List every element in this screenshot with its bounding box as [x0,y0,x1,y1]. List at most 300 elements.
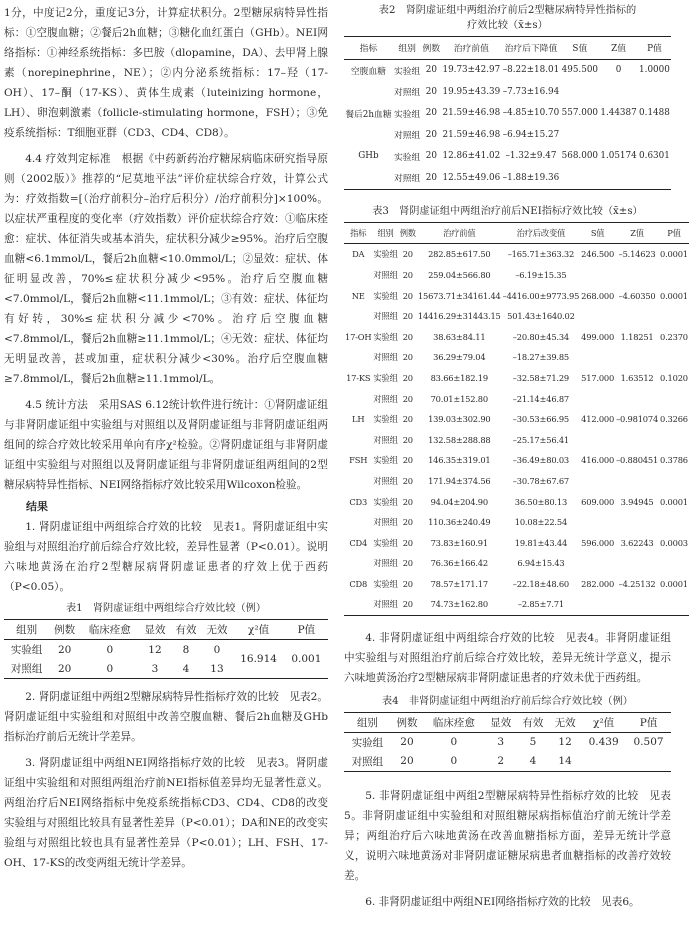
table-cell: 20 [425,86,437,97]
table-cell: 1.44387 [600,108,637,119]
table-cell [615,388,659,409]
table-cell: CD3 [349,496,368,507]
table-cell: –32.58±71.29 [512,372,570,383]
table-cell: –7.73±16.94 [502,86,560,97]
table-cell: 0 [106,643,114,656]
table-cell: 对照组 [351,755,384,768]
table-2-body [344,59,671,189]
table-row [344,103,671,125]
table-4-header-row [344,712,671,732]
table-cell: NE [351,290,365,301]
table-cell: 568.000 [561,151,599,162]
table-cell: 实验组 [373,249,398,260]
table-cell: 19.95±43.39 [442,86,501,97]
table-cell [580,265,615,286]
table-cell: –4.25132 [618,578,656,589]
table-cell: 3 [151,662,159,675]
table-cell: 对照组 [373,393,398,404]
table-cell: 609.000 [581,496,615,507]
table-1-header: 显效 [144,624,166,636]
table-cell: 73.83±160.91 [430,537,488,548]
table-cell [344,124,393,146]
left-column [4,0,328,873]
table-cell: 3 [497,736,505,749]
table-cell: 5 [529,736,537,749]
table-cell: 20 [402,578,413,589]
table-cell [659,594,689,615]
table-cell: 20 [402,414,413,425]
table-cell: 空腹血糖 [350,66,387,77]
table-row [344,81,671,103]
table-cell: 20 [402,455,413,466]
table-cell [580,388,615,409]
table-cell: CD8 [349,578,368,589]
table-cell [599,81,638,103]
table-2-caption-line-2: 疗效比较（x̄±s） [467,20,548,31]
table-cell: 21.59±46.98 [442,108,501,119]
table-cell: 12 [558,736,572,749]
table-cell: 36.50±80.13 [514,496,568,507]
table-3-body [344,244,689,616]
table-3-header: S值 [590,227,605,238]
table-cell: 21.59±46.98 [442,129,501,140]
table-3-header: 组别 [377,227,394,238]
table-cell: 4 [529,755,537,768]
table-cell: –4416.00±9773.95 [502,290,580,301]
table-cell: 94.04±204.90 [430,496,488,507]
table-cell: 对照组 [373,599,398,610]
table-row [344,388,689,409]
table-cell: 20 [402,249,413,260]
table-cell: 20 [425,172,437,183]
table-cell: 0.0001 [660,290,688,301]
table-row [4,640,328,660]
table-cell [659,429,689,450]
table-cell: CD4 [349,537,368,548]
table-cell: 实验组 [373,331,398,342]
table-row [344,124,671,146]
table-cell: 495.500 [561,65,599,76]
table-1-p-value: 0.001 [285,640,328,679]
table-cell: 对照组 [393,88,421,99]
table-cell: 1.05174 [600,151,637,162]
table-cell: 19.73±42.97 [442,65,501,76]
table-cell: 实验组 [373,537,398,548]
table-row [344,265,689,286]
table-row [344,752,671,772]
table-cell [638,124,671,146]
table-cell: 6.94±15.43 [517,558,565,569]
table-cell: 对照组 [393,174,421,185]
table-row [344,574,689,595]
table-cell: 20 [402,558,413,569]
table-cell: 20 [402,599,413,610]
table-2-header: S值 [572,44,588,55]
table-4-header: 例数 [396,716,418,729]
table-cell: 0.0001 [660,578,688,589]
table-cell: 0.3266 [660,414,688,425]
table-row [344,450,689,471]
table-cell: 132.58±288.88 [428,434,491,445]
table-cell: 246.500 [581,249,615,260]
table-cell: 171.94±374.56 [428,475,491,486]
table-cell: 412.000 [581,414,615,425]
table-cell: –165.71±363.32 [507,249,575,260]
table-cell: –18.27±39.85 [512,352,570,363]
table-cell: 20 [57,643,72,656]
table-cell: 17-KS [346,372,371,383]
table-cell: 实验组 [373,578,398,589]
table-cell: DA [352,249,365,260]
table-cell [344,347,372,368]
table-cell [615,594,659,615]
table-cell [344,306,372,327]
table-cell [615,512,659,533]
table-cell: –25.17±56.41 [512,434,570,445]
table-cell: 14416.29±31443.15 [417,311,501,322]
table-cell: GHb [358,151,379,162]
table-cell [638,167,671,189]
table-cell [344,553,372,574]
table-cell [344,167,393,189]
table-cell: 110.36±240.49 [428,517,491,528]
table-cell: 20 [402,496,413,507]
table-cell: 对照组 [373,311,398,322]
table-cell: 实验组 [373,414,398,425]
table-cell [344,594,372,615]
table-cell: 416.000 [581,455,615,466]
table-cell [344,429,372,450]
table-row [344,59,671,81]
table-cell: 20 [425,129,437,140]
table-cell: 2 [497,755,505,768]
table-cell: 0.0001 [660,249,688,260]
table-cell [599,167,638,189]
table-cell [615,553,659,574]
table-4-header: P值 [639,716,658,729]
table-cell: –1.88±19.36 [502,172,560,183]
table-cell: 对照组 [393,131,421,142]
table-cell: 146.35±319.01 [428,455,491,466]
section-4-4-paragraph: 4.4 疗效判定标准 根据《中药新药治疗糖尿病临床研究指导原则（2002版）》推荐的“尼莫地平法”评价症状综合疗效，计算公式为：疗效指数=[（治疗前积分–治疗后积分）/治疗前积分]×100%。以症状严重程度的变化率（疗效指数）评价症状综合疗效：①临床痊愈：症状、体征消失或基本消失，症状积分减少≥95%。治疗后空腹血糖<6.1mmol/L，餐后2h血糖<10.0mmol/L；②显效：症状、体征明显改善，70%≤症状积分减少<95%。治疗后空腹血糖<7.0mmol/L，餐后2h血糖<11.1mmol/L；③有效：症状、体征均有好转，30%≤症状积分减少<70%。治疗后空腹血糖<7.8mmol/L，餐后2h血糖≥11.1mmol/L；④无效：症状、体征均无明显改善，甚或加重，症状积分减少<30%。治疗后空腹血糖≥7.8mmol/L，餐后2h血糖≥11.1mmol/L。 [4,153,328,385]
table-cell: 对照组 [373,269,398,280]
table-cell: 282.85±617.50 [428,249,491,260]
table-cell [560,124,599,146]
table-3-header: 指标 [350,227,367,238]
table-cell: 259.04±566.80 [428,269,491,280]
table-cell [580,471,615,492]
table-cell: 对照组 [373,517,398,528]
table-cell: 139.03±302.90 [428,414,491,425]
table-cell: –8.22±18.01 [502,65,560,76]
result-2-paragraph: 2. 肾阴虚证组中两组2型糖尿病特异性指标疗效的比较 见表2。肾阴虚证组中实验组和对照组中改善空腹血糖、餐后2h血糖及GHb指标治疗前后无统计学差异。 [4,691,328,743]
table-cell: 0.6301 [639,151,670,162]
table-cell: –0.880451 [616,455,659,466]
table-row [344,512,689,533]
table-cell [580,512,615,533]
table-cell: 0.507 [633,736,664,749]
table-cell: 实验组 [10,644,43,656]
table-2-header-row [344,37,671,60]
table-1-header: 无效 [206,624,228,636]
table-row [344,594,689,615]
table-row [344,244,689,265]
table-cell [580,306,615,327]
table-cell: 0.2370 [660,331,688,342]
table-cell: –0.981074 [616,414,659,425]
table-cell: –4.85±10.70 [502,108,560,119]
table-1-header-row [4,620,328,640]
result-1-paragraph: 1. 肾阴虚证组中两组综合疗效的比较 见表1。肾阴虚证组中实验组与对照组治疗前后综合疗效比较，差异性显著（P<0.01）。说明六味地黄汤在治疗2型糖尿病肾阴虚证患者的疗效上优于西药（P<0.05）。 [4,521,328,593]
table-cell: 19.81±43.44 [514,537,568,548]
table-cell: 4 [182,662,190,675]
table-3-header: 例数 [399,227,416,238]
table-4-caption: 表4 非肾阴虚证组中两组治疗前后综合疗效比较（例） [382,695,633,707]
table-cell [344,471,372,492]
right-column [344,0,688,912]
table-4-header: 临床痊愈 [432,716,475,729]
table-row [344,368,689,389]
table-row [344,146,671,168]
table-cell [615,471,659,492]
table-cell: 实验组 [393,152,421,163]
table-cell [580,347,615,368]
result-5-paragraph: 5. 非肾阴虚证组中两组2型糖尿病特异性指标疗效的比较 见表5。非肾阴虚证组中实验组和对照组糖尿病指标值治疗前无统计学差异；两组治疗后六味地黄汤在改善血糖指标方面，差异无统计学意义，说明六味地黄汤对非肾阴虚证糖尿病患者血糖指标的改善疗效较差。 [344,789,671,882]
table-cell [344,265,372,286]
table-row [344,429,689,450]
table-cell [659,388,689,409]
table-cell: –20.80±45.34 [512,331,570,342]
table-cell: 餐后2h血糖 [345,109,392,120]
table-cell: 268.000 [581,290,615,301]
table-cell [560,167,599,189]
table-row [344,326,689,347]
table-cell [659,347,689,368]
table-cell [580,553,615,574]
table-cell: 282.000 [581,578,615,589]
table-cell: 20 [402,290,413,301]
table-cell: –30.53±66.95 [512,414,570,425]
table-cell: 20 [402,311,413,322]
table-cell: 78.57±171.17 [430,578,488,589]
table-1-chi-value: 16.914 [232,640,284,679]
table-cell: 1.63512 [620,372,654,383]
table-cell [344,81,393,103]
table-cell: 596.000 [581,537,615,548]
section-4-5-paragraph: 4.5 统计方法 采用SAS 6.12统计软件进行统计：①肾阴虚证组与非肾阴虚证组中实验组与对照组以及肾阴虚证组与非肾阴虚证组两组间的综合疗效比较采用单向有序χ²检验。②肾阴虚证组与非肾阴虚证组中实验组与对照组以及肾阴虚证组与非肾阴虚证组两组间的2型糖尿病特异性指标、NEI网络指标疗效比较采用Wilcoxon检验。 [4,399,328,491]
table-cell: 76.36±166.42 [430,558,488,569]
table-cell: 对照组 [10,663,43,675]
table-cell: 20 [402,475,413,486]
table-cell [599,124,638,146]
table-3-caption: 表3 肾阴虚证组中两组治疗前后NEI指标疗效比较（x̄±s） [372,205,643,217]
table-4-header: 无效 [554,716,576,729]
table-cell: 1.0000 [639,65,670,76]
table-cell [615,347,659,368]
table-row [344,285,689,306]
table-cell: 20 [402,372,413,383]
result-6-paragraph: 6. 非肾阴虚证组中两组NEI网络指标疗效的比较 见表6。 [365,895,640,908]
table-cell: 实验组 [373,455,398,466]
table-cell: 14 [558,755,572,768]
table-cell [659,306,689,327]
table-3-header: 治疗后改变值 [516,227,566,238]
table-cell: 对照组 [373,475,398,486]
table-cell [580,429,615,450]
table-1-header: P值 [297,624,316,636]
table-cell [659,471,689,492]
result-4-paragraph: 4. 非肾阴虚证组中两组综合疗效的比较 见表4。非肾阴虚证组中实验组与对照组治疗前后综合疗效比较，差异无统计学意义，提示六味地黄汤治疗2型糖尿病非肾阴虚证患者的疗效未优于西药组。 [344,631,671,684]
table-cell: 20 [402,434,413,445]
table-cell: –6.19±15.35 [515,269,567,280]
table-cell: 0.1020 [660,372,688,383]
table-cell: 10.08±22.54 [514,517,568,528]
table-1 [4,619,328,679]
table-row [344,491,689,512]
table-cell: 1.18251 [620,331,654,342]
table-cell: 12.86±41.02 [442,151,501,162]
table-cell: 0.439 [588,736,619,749]
table-row [344,532,689,553]
table-cell: 12.55±49.06 [442,172,501,183]
table-2 [344,36,671,190]
table-cell: LH [352,414,365,425]
results-heading: 结果 [26,500,48,513]
table-cell: 实验组 [393,109,421,120]
table-cell [344,388,372,409]
table-cell [580,594,615,615]
table-cell: 0 [106,662,114,675]
table-cell: 0.3786 [660,455,688,466]
table-row [344,306,689,327]
table-cell: 70.01±152.80 [430,393,488,404]
table-1-header: 临床痊愈 [88,624,131,636]
table-cell: 20 [400,755,414,768]
table-cell: –1.32±9.47 [505,151,557,162]
table-cell: 517.000 [581,372,615,383]
table-cell: 501.43±1640.02 [507,311,575,322]
table-cell [560,81,599,103]
table-row [344,347,689,368]
table-2-header: 指标 [359,44,378,55]
table-3-header: Z值 [630,227,644,238]
table-cell: –36.49±80.03 [512,455,570,466]
table-1-header: χ²值 [248,624,270,636]
table-cell [659,553,689,574]
table-2-header: 治疗前值 [453,44,489,55]
table-cell: 实验组 [393,66,421,77]
table-cell: 83.66±182.19 [430,372,488,383]
table-cell: 3.62243 [620,537,654,548]
table-cell: 557.000 [561,108,599,119]
table-cell: 对照组 [373,434,398,445]
table-2-header: 例数 [422,44,441,55]
table-cell: –2.85±7.71 [517,599,564,610]
table-cell: 0 [615,65,622,76]
table-3 [344,222,689,616]
table-2-header: 治疗后下降值 [504,44,558,55]
table-cell: 实验组 [373,496,398,507]
table-cell: 20 [425,65,437,76]
table-cell: 20 [402,393,413,404]
table-3-header: 治疗前值 [443,227,476,238]
table-cell: 实验组 [373,372,398,383]
table-cell: 0.0003 [660,537,688,548]
table-cell [615,265,659,286]
table-3-header-row [344,222,689,244]
table-cell: –6.94±15.27 [502,129,560,140]
table-cell: 0 [450,736,458,749]
table-cell: 74.73±162.80 [430,599,488,610]
table-4-header: 有效 [522,716,544,729]
table-cell: 0.0001 [660,496,688,507]
table-cell: 实验组 [351,736,384,749]
table-cell: 20 [402,352,413,363]
table-cell [615,306,659,327]
table-cell: 实验组 [373,290,398,301]
table-2-header: 组别 [398,44,416,55]
table-cell: –21.14±46.87 [512,393,570,404]
table-row [344,553,689,574]
table-cell: 36.29±79.04 [433,352,486,363]
table-row [344,732,671,752]
table-cell: 20 [425,151,437,162]
table-cell: 0 [213,643,221,656]
table-cell: 20 [402,331,413,342]
table-cell: 499.000 [581,331,615,342]
table-cell: 8 [182,643,190,656]
table-row [344,409,689,430]
table-4-header: 组别 [356,716,378,729]
table-cell: 0 [450,755,458,768]
table-cell [659,265,689,286]
table-cell: 20 [57,662,72,675]
table-cell: 20 [402,269,413,280]
table-cell: 3.94945 [620,496,654,507]
table-cell: –30.78±67.67 [512,475,570,486]
table-row [344,167,671,189]
table-1-header: 有效 [175,624,197,636]
table-cell: 13 [210,662,224,675]
table-cell: 20 [402,537,413,548]
table-cell [615,429,659,450]
intro-paragraph: 1分，中度记2分，重度记3分，计算症状积分。2型糖尿病特异性指标：①空腹血糖；②餐后2h血糖；③糖化血红蛋白（GHb）。NEI网络指标：①神经系统指标：多巴胺（dlopamine，DA）、去甲肾上腺素（norepinephrine，NE）；②内分泌系统指标：17–羟（17-OH）、17–酮（17-KS）、黄体生成素（luteinizing hormone，LH）、卵泡刺激素（follicle-stimulating hormone，FSH）；③免疫系统指标：T细胞亚群（CD3、CD4、CD8）。 [4,7,328,139]
table-cell: 对照组 [373,352,398,363]
table-cell: 15673.71±34161.44 [417,290,501,301]
table-2-header: P值 [647,44,662,55]
table-cell: 38.63±84.11 [433,331,486,342]
result-3-paragraph: 3. 肾阴虚证组中两组NEI网络指标疗效的比较 见表3。肾阴虚证组中实验组和对照组两组治疗前NEI指标值差异均无显著性意义。两组治疗后NEI网络指标中免疫系统指标CD3、CD4、CD8的改变实验组与对照组比较具有显著性差异（P<0.01）；DA和NE的改变实验组与对照组比较也具有显著性差异（P<0.01）；LH、FSH、17-OH、17-KS的改变两组无统计学差异。 [4,757,328,869]
table-4 [344,712,671,772]
table-cell: 0.1488 [639,108,670,119]
table-cell: FSH [349,455,368,466]
table-4-header: 显效 [490,716,512,729]
table-cell: 对照组 [373,558,398,569]
table-cell: –4.60350 [618,290,656,301]
table-cell [581,752,626,772]
table-cell: –22.18±48.60 [512,578,570,589]
table-2-caption-line-1: 表2 肾阴虚证组中两组治疗前后2型糖尿病特异性指标的 [378,5,637,16]
table-cell [659,512,689,533]
table-cell: 20 [425,108,437,119]
table-cell: 17-OH [345,331,372,342]
table-cell: 20 [402,517,413,528]
table-row [344,471,689,492]
table-cell [638,81,671,103]
table-4-body [344,732,671,771]
table-cell [626,752,671,772]
table-3-header: P值 [667,227,681,238]
